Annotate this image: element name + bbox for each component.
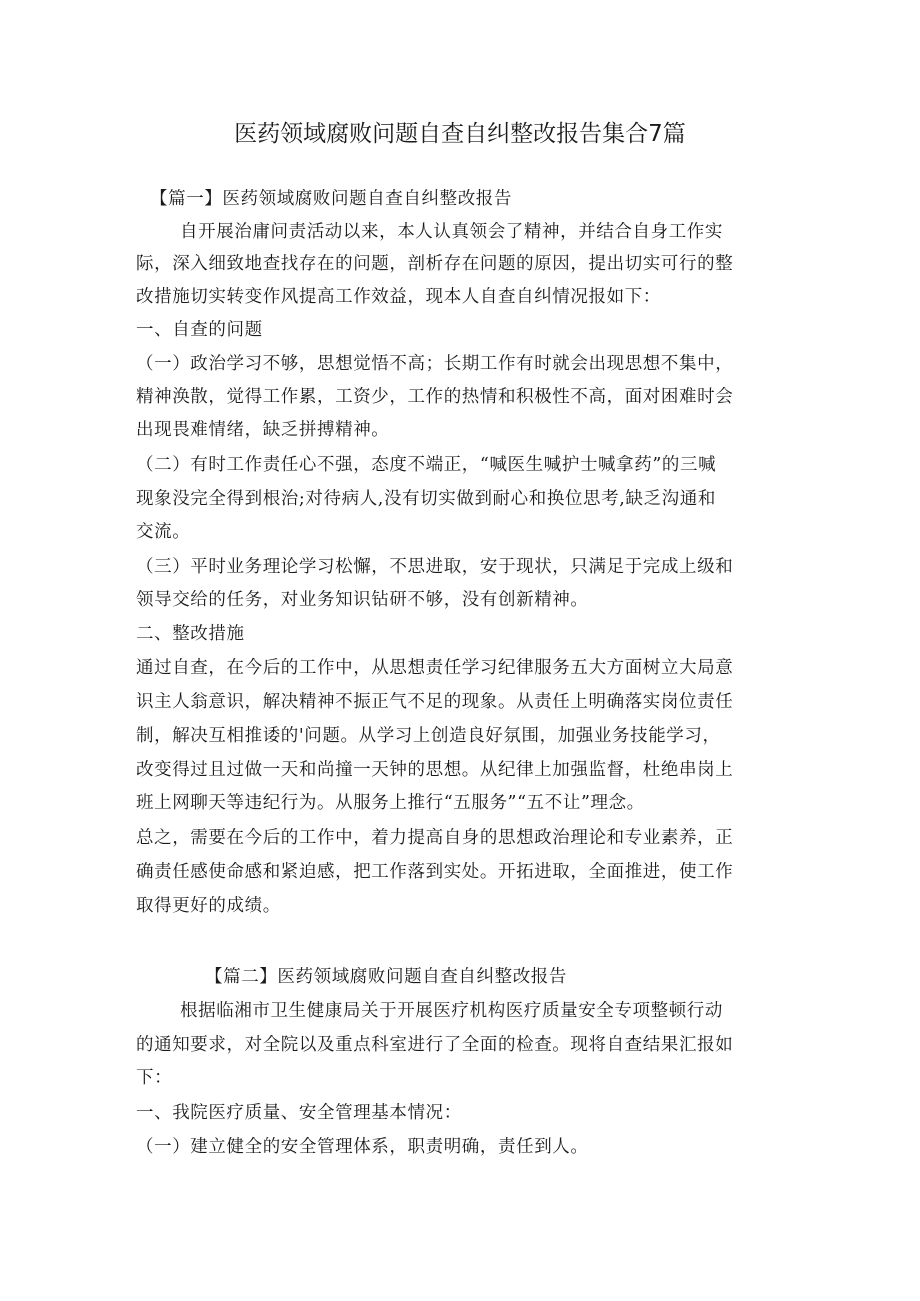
paragraph-line: 确责任感使命感和紧迫感，把工作落到实处。开拓进取，全面推进，使工作	[136, 862, 734, 882]
subheading: 一、我院医疗质量、安全管理基本情况：	[136, 1103, 462, 1123]
subheading: 二、整改措施	[136, 624, 245, 644]
paragraph-line: 总之，需要在今后的工作中，着力提高自身的思想政治理论和专业素养，正	[136, 828, 734, 848]
paragraph-line: 领导交给的任务，对业务知识钻研不够，没有创新精神。	[136, 590, 589, 610]
paragraph-line: （一）政治学习不够，思想觉悟不高；长期工作有时就会出现思想不集中，	[136, 354, 734, 374]
paragraph-line: 下：	[136, 1068, 173, 1088]
paragraph-line: 际，深入细致地查找存在的问题，剖析存在问题的原因，提出切实可行的整	[136, 254, 734, 274]
subheading: 一、自查的问题	[136, 320, 263, 340]
paragraph-line: 通过自查，在今后的工作中，从思想责任学习纪律服务五大方面树立大局意	[136, 658, 734, 678]
paragraph-line: 改变得过且过做一天和尚撞一天钟的思想。从纪律上加强监督，杜绝串岗上	[136, 760, 734, 780]
paragraph-line: 交流。	[136, 522, 191, 542]
paragraph-line: 班上网聊天等违纪行为。从服务上推行“五服务”“五不让”理念。	[136, 793, 645, 813]
section-heading-1: 【篇一】医药领域腐败问题自查自纠整改报告	[150, 189, 512, 209]
paragraph-line: 的通知要求，对全院以及重点科室进行了全面的检查。现将自查结果汇报如	[136, 1035, 734, 1055]
paragraph-line: （二）有时工作责任心不强，态度不端正，“喊医生喊护士喊拿药”的三喊	[136, 455, 717, 475]
paragraph-line: 识主人翁意识，解决精神不振正气不足的现象。从责任上明确落实岗位责任	[136, 692, 734, 712]
paragraph-line: 根据临湘市卫生健康局关于开展医疗机构医疗质量安全专项整顿行动	[180, 1001, 723, 1021]
section-heading-2: 【篇二】医药领域腐败问题自查自纠整改报告	[205, 967, 567, 987]
paragraph-line: 出现畏难情绪，缺乏拼搏精神。	[136, 420, 390, 440]
paragraph-line: 取得更好的成绩。	[136, 896, 281, 916]
paragraph-line: 精神涣散，觉得工作累，工资少，工作的热情和积极性不高，面对困难时会	[136, 387, 734, 407]
paragraph-line: 改措施切实转变作风提高工作效益，现本人自查自纠情况报如下：	[136, 287, 661, 307]
paragraph-line: （一）建立健全的安全管理体系，职责明确，责任到人。	[136, 1137, 589, 1157]
document-title: 医药领域腐败问题自查自纠整改报告集合7篇	[234, 121, 686, 147]
paragraph-line: （三）平时业务理论学习松懈，不思进取，安于现状，只满足于完成上级和	[136, 557, 734, 577]
paragraph-line: 自开展治庸问责活动以来，本人认真领会了精神，并结合自身工作实	[180, 222, 723, 242]
paragraph-line: 现象没完全得到根治;对待病人,没有切实做到耐心和换位思考,缺乏沟通和	[136, 489, 716, 509]
paragraph-line: 制，解决互相推诿的'问题。从学习上创造良好氛围，加强业务技能学习，	[136, 726, 721, 746]
